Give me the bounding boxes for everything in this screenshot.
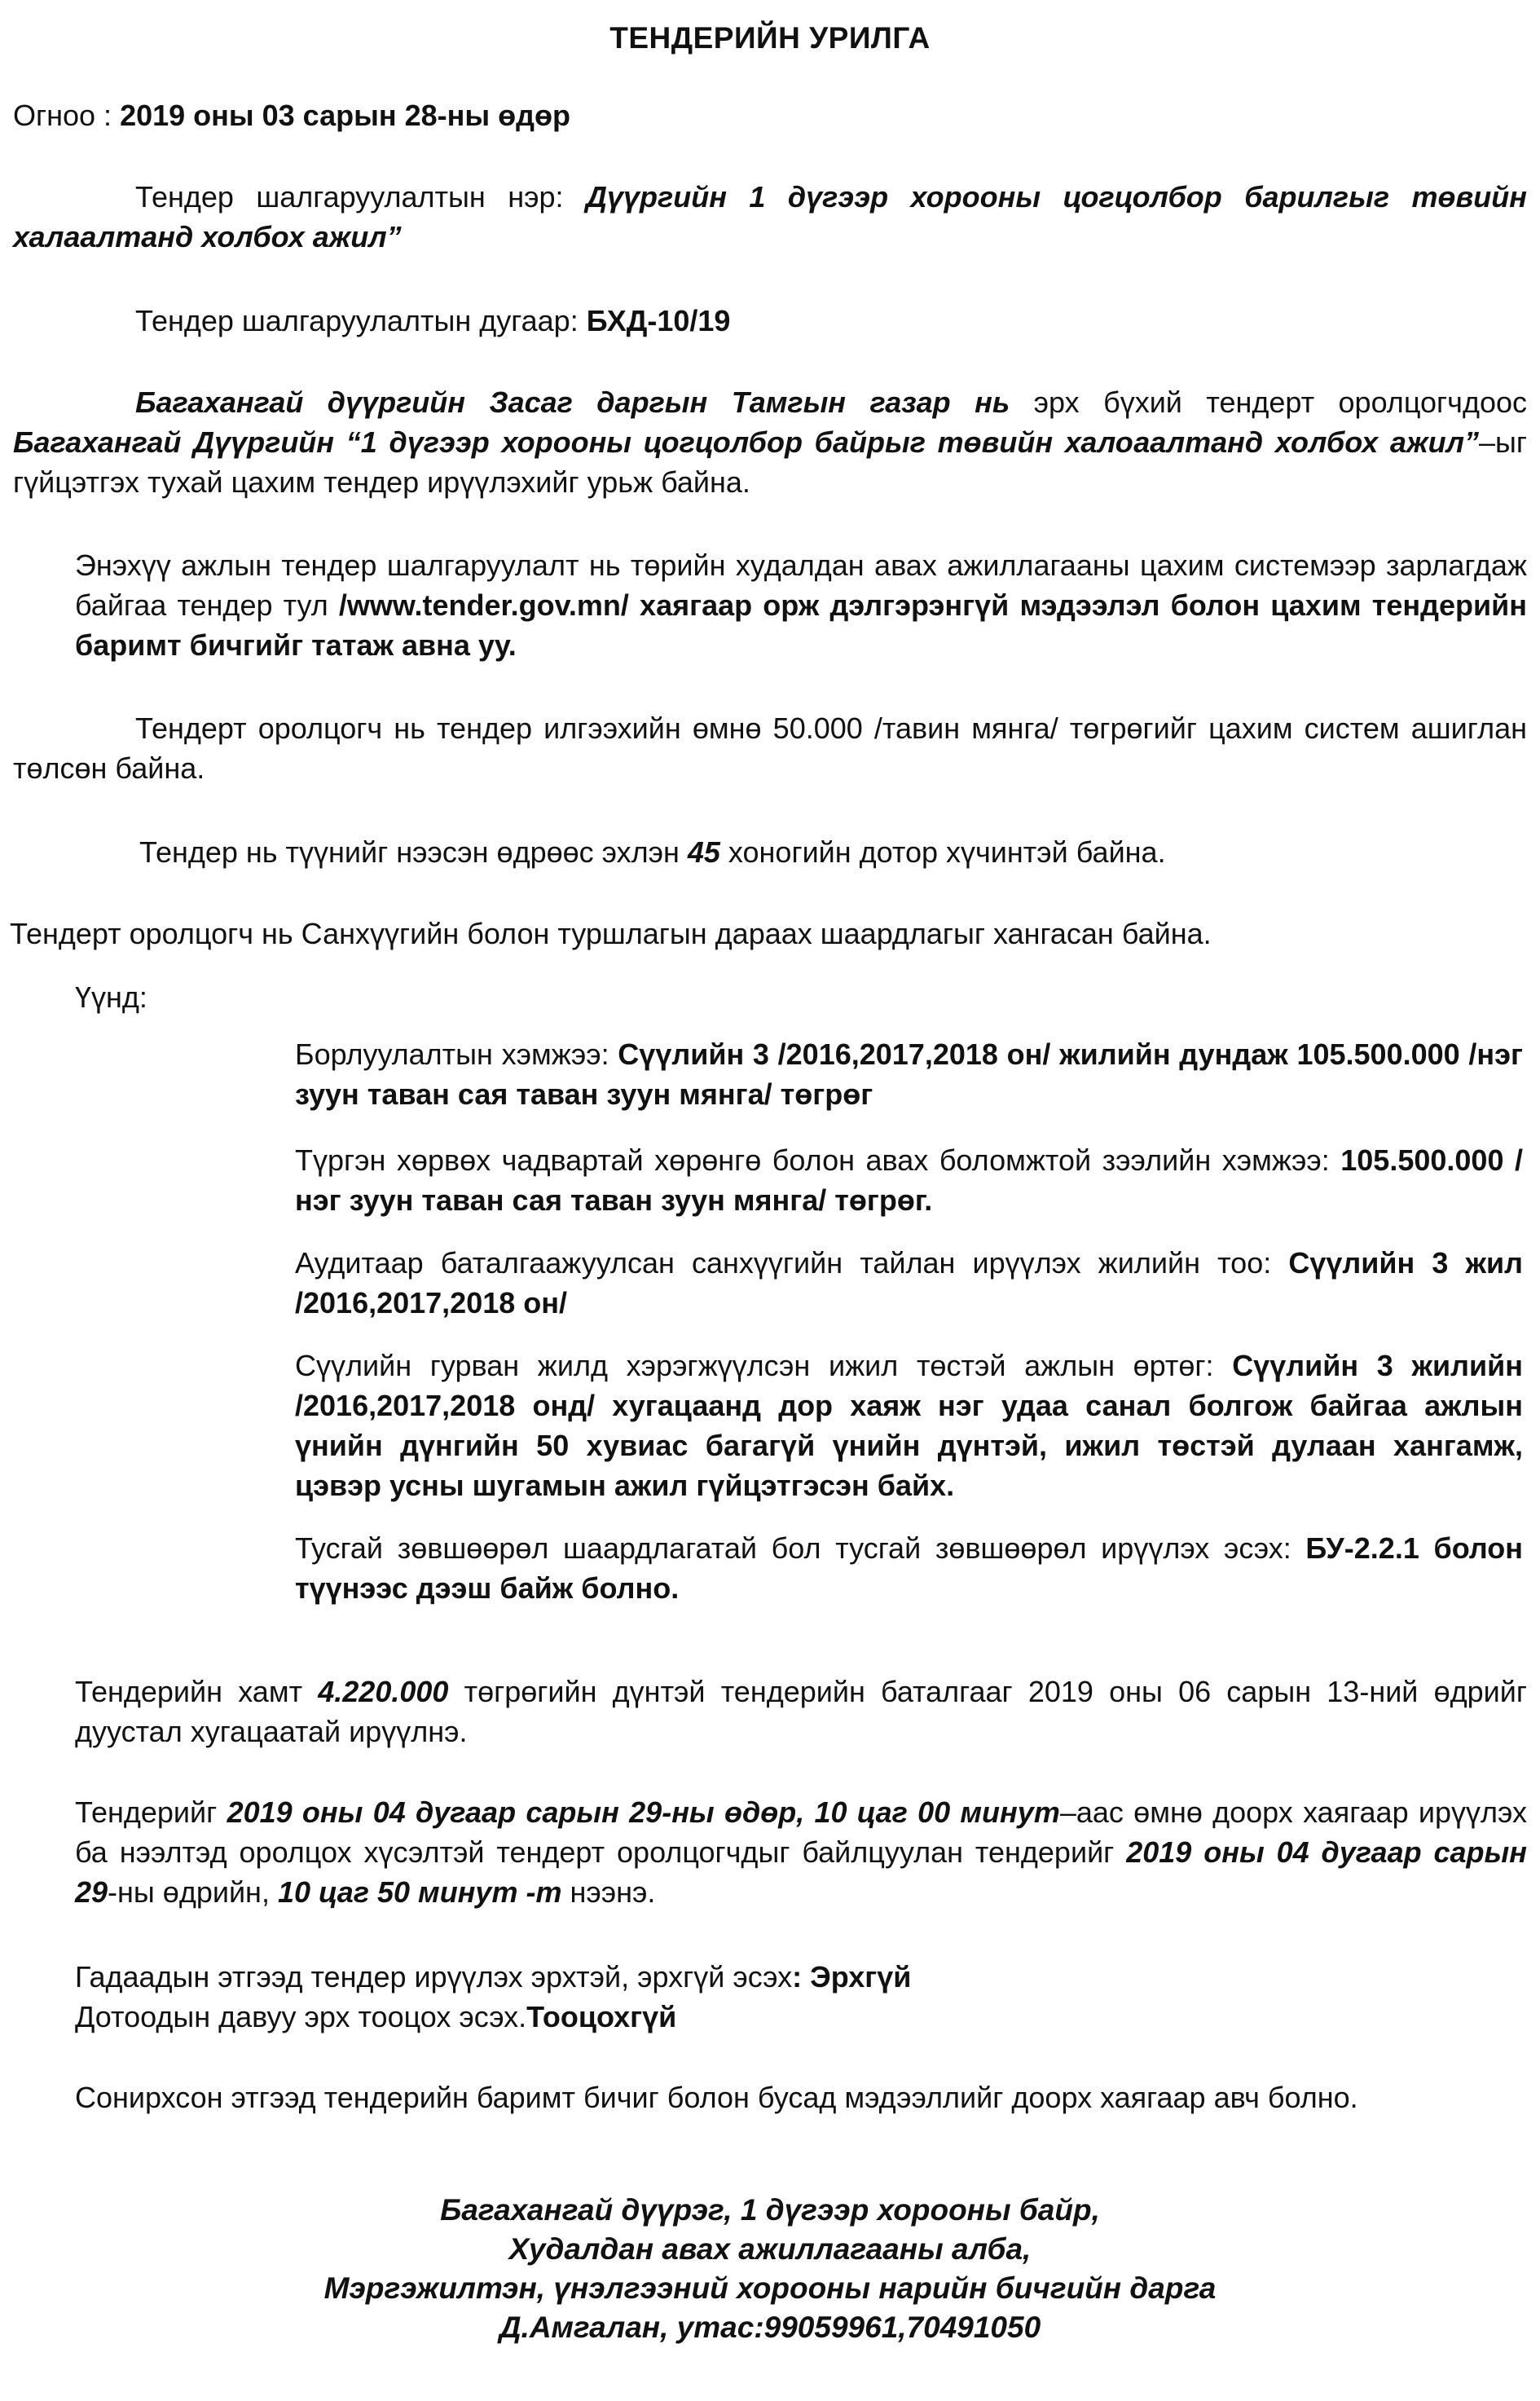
invitation-text-1: эрх бүхий тендерт оролцогчдоос xyxy=(1010,385,1527,419)
fee-paragraph xyxy=(13,709,1527,789)
requirement-label: Борлуулалтын хэмжээ: xyxy=(295,1037,618,1071)
validity-paragraph xyxy=(13,833,1527,873)
eligibility-block xyxy=(75,1958,1527,2038)
validity-pre: Тендер нь түүнийг нээсэн өдрөөс эхлэн xyxy=(139,835,688,869)
guarantee-amount: 4.220.000 xyxy=(318,1675,449,1708)
signature-line: Худалдан авах ажиллагааны алба, xyxy=(508,2232,1032,2267)
guarantee-paragraph xyxy=(75,1672,1527,1752)
tender-number-value: БХД-10/19 xyxy=(586,304,731,337)
requirement-value: Сүүлийн 3 /2016,2017,2018 он/ жилийн дундаж 105.500.000 /нэг зуун таван сая таван зуун мянга/ төгрөг xyxy=(295,1037,1523,1111)
deadline-pre: Тендерийг xyxy=(75,1795,227,1829)
requirement-label: Аудитаар баталгаажуулсан санхүүгийн тайлан ирүүлэх жилийн тоо: xyxy=(295,1246,1289,1280)
tender-number-label: Тендер шалгаруулалтын дугаар: xyxy=(135,304,587,337)
date-label: Огноо : xyxy=(13,99,121,132)
signature-line: Мэргэжилтэн, үнэлгээний хорооны нарийн бичгийн дарга xyxy=(323,2271,1217,2306)
requirement-value: 105.500.000 /нэг зуун таван сая таван зуун мянга/ төгрөг. xyxy=(295,1143,1524,1217)
foreign-text: Гадаадын этгээд тендер ирүүлэх эрхтэй, эрхгүй эсэх xyxy=(75,1960,793,1993)
guarantee-pre: Тендерийн хамт xyxy=(75,1675,319,1708)
domestic-text: Дотоодын давуу эрх тооцох эсэх. xyxy=(75,1999,527,2033)
signature-line: Д.Амгалан, утас:99059961,70491050 xyxy=(499,2311,1041,2345)
fee-text: Тендерт оролцогч нь тендер илгээхийн өмнө 50.000 /тавин мянга/ төгрөгийг цахим систем ашиглан төлсөн байна. xyxy=(13,711,1527,785)
invitation-paragraph xyxy=(13,383,1527,503)
tender-name-label: Тендер шалгаруулалтын нэр: xyxy=(135,180,586,214)
requirement-label: Тусгай зөвшөөрөл шаардлагатай бол тусгай зөвшөөрөл ирүүлэх эсэх: xyxy=(295,1531,1306,1565)
deadline-open-mid: -ны өдрийн, xyxy=(108,1875,278,1909)
system-notice-link[interactable]: /www.tender.gov.mn/ хаягаар орж дэлгэрэнгүй мэдээлэл болон цахим тендерийн баримт бичгийг татаж авна уу. xyxy=(75,588,1527,662)
foreign-value: : Эрхгүй xyxy=(792,1960,912,1993)
requirement-value: Сүүлийн 3 жил /2016,2017,2018 он/ xyxy=(295,1246,1524,1319)
page-title: ТЕНДЕРИЙН УРИЛГА xyxy=(609,21,931,55)
invitation-project: Багахангай Дүүргийн “1 дүгээр хорооны цогцолбор байрыг төвийн халоаалтанд холбох ажил” xyxy=(13,425,1479,459)
signature-line: Багахангай дүүрэг, 1 дүгээр хорооны байр, xyxy=(440,2193,1100,2227)
deadline-post: нээнэ. xyxy=(561,1875,656,1909)
requirement-item xyxy=(295,1346,1523,1506)
tender-name-value: Дүүргийн 1 дүгээр хорооны цогцолбор барилгыг төвийн халаалтанд холбох ажил” xyxy=(13,180,1527,253)
signature-block xyxy=(0,2191,1540,2347)
requirement-value: БУ-2.2.1 болон түүнээс дээш байж болно. xyxy=(295,1531,1524,1605)
validity-post: хоногийн дотор хүчинтэй байна. xyxy=(719,835,1166,869)
basis-label: Үүнд: xyxy=(75,980,147,1014)
date-value: 2019 оны 03 сарын 28-ны өдөр xyxy=(120,99,570,132)
requirement-item xyxy=(295,1529,1523,1609)
deadline-mid: –аас өмнө доорх хаягаар ирүүлэх ба нээлтэд оролцох хүсэлтэй тендерт оролцогчдыг байлцуулан тендерийг xyxy=(75,1795,1527,1869)
domestic-preference xyxy=(75,1998,1527,2038)
deadline-open-time: 10 цаг 50 минут -т xyxy=(277,1875,562,1909)
date-line xyxy=(13,96,1527,136)
domestic-value: Тооцохгүй xyxy=(526,1999,677,2033)
requirements-intro: Тендерт оролцогч нь Санхүүгийн болон туршлагын дараах шаардлагыг хангасан байна. xyxy=(10,917,1212,950)
requirement-item xyxy=(295,1035,1523,1115)
requirement-value: Сүүлийн 3 жилийн /2016,2017,2018 онд/ хугацаанд дор хаяж нэг удаа санал болгож байгаа ажлын үнийн дүнгийн 50 хувиас багагүй үнийн дүнтэй, ижил төстэй дулаан хангамж, цэвэр усны шугамын ажил гүйцэтгэсэн байх. xyxy=(295,1349,1523,1502)
requirement-item xyxy=(295,1141,1523,1221)
foreign-eligibility xyxy=(75,1958,1527,1998)
system-notice-paragraph xyxy=(75,546,1527,666)
validity-days: 45 xyxy=(687,835,720,869)
tender-name-paragraph xyxy=(13,178,1527,258)
guarantee-post: төгрөгийн дүнтэй тендерийн баталгааг 2019 оны 06 сарын 13-ний өдрийг дуустал хугацаатай ирүүлнэ. xyxy=(75,1675,1527,1748)
deadline-submit: 2019 оны 04 дугаар сарын 29-ны өдөр, 10 цаг 00 минут xyxy=(227,1795,1060,1829)
invitation-text-2: –ыг гүйцэтгэх тухай цахим тендер ирүүлэхийг урьж байна. xyxy=(13,425,1527,499)
invitation-org: Багахангай дүүргийн Засаг даргын Тамгын газар нь xyxy=(135,385,1010,419)
requirement-label: Түргэн хөрвөх чадвартай хөрөнгө болон авах боломжтой зээлийн хэмжээ: xyxy=(295,1143,1341,1177)
tender-number-paragraph xyxy=(13,302,1527,341)
system-notice-text: Энэхүү ажлын тендер шалгаруулалт нь төрийн худалдан авах ажиллагааны цахим системээр зарлагдаж байгаа тендер тул xyxy=(75,548,1527,622)
requirement-label: Сүүлийн гурван жилд хэрэгжүүлсэн ижил төстэй ажлын өртөг: xyxy=(295,1349,1233,1382)
deadline-paragraph xyxy=(75,1793,1527,1913)
deadline-open-date: 2019 оны 04 дугаар сарын 29 xyxy=(75,1835,1528,1909)
requirement-item xyxy=(295,1244,1523,1324)
contact-note: Сонирхсон этгээд тендерийн баримт бичиг болон бусад мэдээллийг доорх хаягаар авч болно. xyxy=(75,2081,1358,2114)
